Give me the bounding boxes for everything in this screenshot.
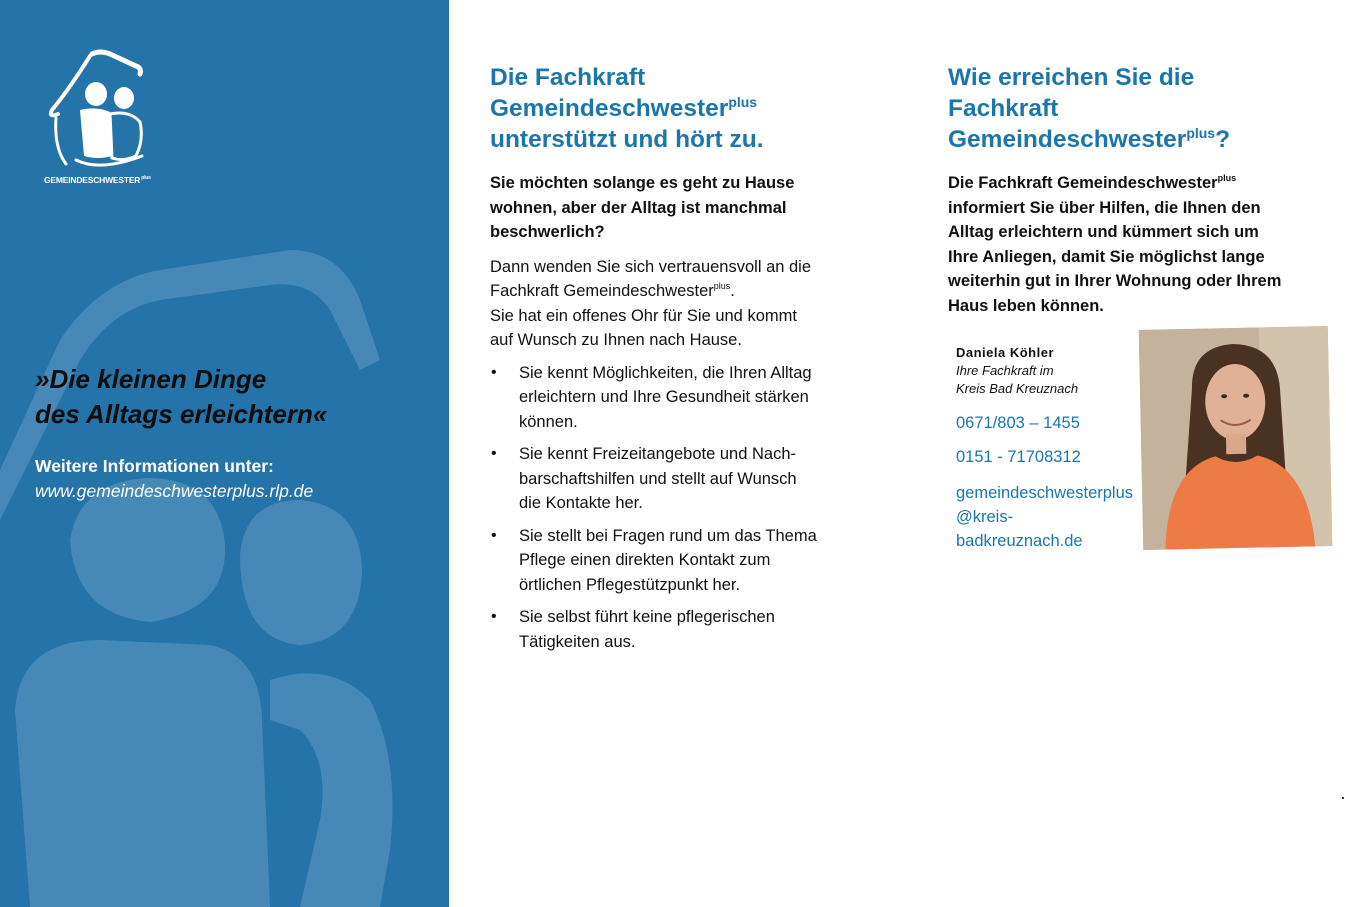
lead-line: Haus leben können. — [948, 296, 1104, 315]
para-line: Sie hat ein offenes Ohr für Sie und kommt — [490, 306, 797, 325]
lead-line: Sie möchten solange es geht zu Hause — [490, 174, 795, 192]
heading-line: Die Fachkraft — [490, 64, 646, 91]
lead-line: wohnen, aber der Alltag ist manchmal — [490, 198, 787, 217]
phone-mobile[interactable]: 0151 - 71708312 — [956, 448, 1081, 466]
heading-line: Gemeindeschwester$^{plus}$ — [490, 94, 758, 122]
portrait-illustration — [1139, 326, 1333, 550]
heading-line: Wie erreichen Sie die — [948, 64, 1195, 91]
lead-line: weiterhin gut in Ihrer Wohnung oder Ihrem — [948, 272, 1282, 290]
middle-intro-paragraph — [490, 255, 860, 353]
list-item: • Sie kennt Freizeitangebote und Nach- barschaftshilfen und stellt auf Wunsch die Kontakte her. — [490, 442, 860, 516]
right-column — [948, 62, 1338, 318]
lead-line: informiert Sie über Hilfen, die Ihnen den — [948, 198, 1261, 217]
quote-line: »Die kleinen Dinge — [35, 364, 267, 394]
lead-line: Ihre Anliegen, damit Sie möglichst lange — [948, 247, 1265, 266]
more-info-label: Weitere Informationen unter: — [35, 456, 274, 476]
right-heading — [948, 62, 1338, 155]
list-item: • Sie selbst führt keine pflegerischen Tätigkeiten aus. — [490, 605, 860, 654]
lead-line: Die Fachkraft Gemeindeschwester$^{plus}$ — [948, 173, 1237, 192]
para-line: Dann wenden Sie sich vertrauensvoll an die — [490, 257, 812, 276]
contact-block — [956, 345, 1156, 398]
more-info-link[interactable]: www.gemeindeschwesterplus.rlp.de — [35, 481, 314, 501]
middle-heading — [490, 62, 860, 155]
heading-line: Fachkraft — [948, 95, 1059, 122]
gemeindeschwester-logo — [40, 48, 160, 188]
contact-role: Ihre Fachkraft im Kreis Bad Kreuznach — [956, 363, 1079, 396]
email-link[interactable]: gemeindeschwesterplus @kreis- badkreuznach.de — [956, 484, 1134, 550]
para-line: Fachkraft Gemeindeschwester$^{plus}$. — [490, 281, 735, 300]
heading-line: Gemeindeschwester$^{plus}$? — [948, 125, 1231, 153]
stray-dot — [1342, 797, 1344, 799]
bullet-icon: • — [491, 526, 497, 544]
right-lead-text — [948, 171, 1338, 318]
bullet-icon: • — [491, 608, 497, 625]
lead-line: Alltag erleichtern und kümmert sich um — [948, 223, 1259, 241]
bullet-icon: • — [491, 363, 497, 381]
phone-landline[interactable]: 0671/803 – 1455 — [956, 414, 1080, 432]
bullet-icon: • — [491, 445, 497, 462]
lead-line: beschwerlich? — [490, 223, 605, 241]
logo-text: $GEMEINDESCHWESTER^{plus}$ — [44, 175, 151, 185]
heading-line: unterstützt und hört zu. — [490, 126, 764, 153]
list-item: • Sie kennt Möglichkeiten, die Ihren Alltag erleichtern und Ihre Gesundheit stärken können. — [490, 361, 860, 435]
contact-name: Daniela Köhler — [956, 345, 1055, 360]
left-panel — [0, 0, 449, 907]
services-list — [490, 361, 860, 655]
middle-lead-question — [490, 171, 860, 245]
quote-line: des Alltags erleichtern« — [35, 399, 328, 429]
contact-photo — [1139, 326, 1333, 550]
middle-column — [490, 62, 860, 662]
slogan-quote — [35, 362, 435, 432]
list-item: • Sie stellt bei Fragen rund um das Thema Pflege einen direkten Kontakt zum örtlichen Pflegestützpunkt her. — [490, 524, 860, 598]
para-line: auf Wunsch zu Ihnen nach Hause. — [490, 331, 742, 349]
